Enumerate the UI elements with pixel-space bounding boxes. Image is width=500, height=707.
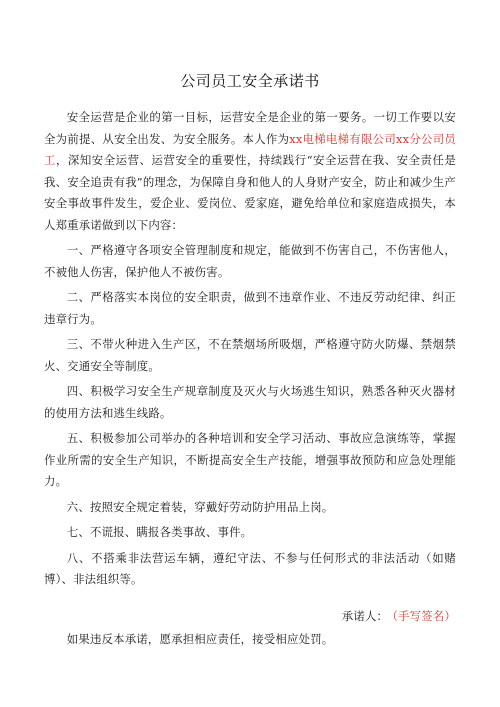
- intro-paragraph: [44, 107, 456, 236]
- commitment-item-8: 八、不搭乘非法营运车辆，遵纪守法、不参与任何形式的非法活动（如赌博）、非法组织等。: [44, 550, 456, 586]
- commitment-item-7: 七、不谎报、瞒报各类事故、事件。: [66, 525, 253, 539]
- intro-text-part1: 安全运营是企业的第一目标，运营安全是企业的第一要务。一切工作要以安全为前提、从安全出发、为安全服务。本人作为: [44, 110, 456, 146]
- signature-label: 承诺人：: [341, 609, 389, 623]
- signature-placeholder: （手写签名）: [392, 609, 456, 623]
- commitment-item-2: 二、严格落实本岗位的安全职责，做到不违章作业、不违反劳动纪律、纠正违章行为。: [44, 290, 456, 326]
- commitment-item-1: 一、严格遵守各项安全管理制度和规定，能做到不伤害自己，不伤害他人，不被他人伤害，保护他人不被伤害。: [44, 243, 456, 279]
- commitment-item-4: 四、积极学习安全生产规章制度及灭火与火场逃生知识，熟悉各种灭火器材的使用方法和逃生线路。: [44, 384, 456, 420]
- intro-text-part2: ，深知安全运营、运营安全的重要性，持续践行“安全运营在我、安全责任是我、安全追责有我”的理念，为保障自身和他人的人身财产安全，防止和减少生产安全事故事件发生，爱企业、爱岗位、爱家庭，避免给单位和家庭造成损失，本人郑重承诺做到以下内容：: [44, 153, 456, 232]
- commitment-item-3: 三、不带火种进入生产区，不在禁烟场所吸烟，严格遵守防火防爆、禁烟禁火、交通安全等制度。: [44, 337, 456, 373]
- signature-line: [342, 608, 456, 624]
- document-title: 公司员工安全承诺书: [180, 72, 320, 90]
- commitment-item-6: 六、按照安全规定着装，穿戴好劳动防护用品上岗。: [66, 499, 334, 514]
- commitment-item-5: 五、积极参加公司举办的各种培训和安全学习活动、事故应急演练等，掌握作业所需的安全生产知识，不断提高安全生产技能，增强事故预防和应急处理能力。: [44, 431, 456, 488]
- closing-statement: 如果违反本承诺，愿承担相应责任，接受相应处罚。: [66, 631, 334, 646]
- company-name-highlight: xx电梯电梯有限公司xx分公司员工: [44, 131, 456, 167]
